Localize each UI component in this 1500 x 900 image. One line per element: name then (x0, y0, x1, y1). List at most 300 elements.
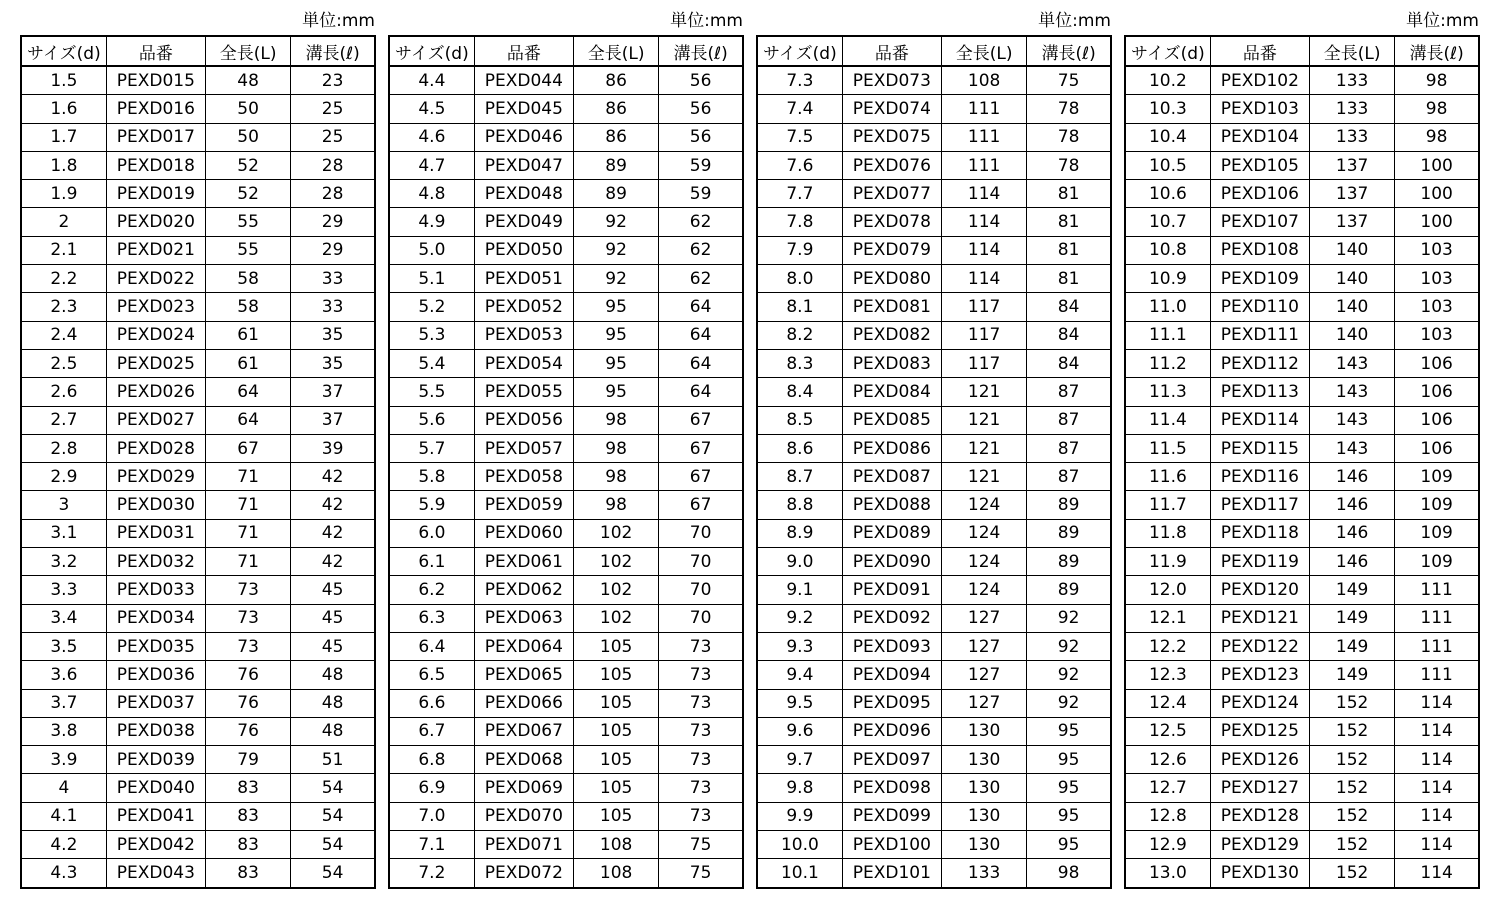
cell-part-number: PEXD020 (106, 208, 205, 236)
cell-groove-length: 33 (291, 293, 375, 321)
cell-size: 2.7 (21, 406, 106, 434)
cell-part-number: PEXD044 (474, 66, 573, 95)
cell-groove-length: 28 (291, 180, 375, 208)
cell-part-number: PEXD033 (106, 576, 205, 604)
cell-part-number: PEXD118 (1210, 519, 1309, 547)
cell-groove-length: 114 (1395, 717, 1479, 745)
table-row (21, 491, 375, 519)
cell-total-length: 130 (942, 831, 1027, 859)
table-row (757, 151, 1111, 179)
cell-total-length: 71 (206, 463, 291, 491)
cell-size: 7.2 (389, 859, 474, 888)
table-row (757, 604, 1111, 632)
cell-part-number: PEXD048 (474, 180, 573, 208)
cell-size: 1.5 (21, 66, 106, 95)
table-row (21, 321, 375, 349)
cell-groove-length: 114 (1395, 774, 1479, 802)
cell-part-number: PEXD061 (474, 548, 573, 576)
cell-part-number: PEXD082 (842, 321, 941, 349)
cell-groove-length: 89 (1027, 548, 1111, 576)
cell-size: 12.4 (1125, 689, 1210, 717)
table-row (389, 802, 743, 830)
cell-part-number: PEXD122 (1210, 632, 1309, 660)
cell-part-number: PEXD086 (842, 434, 941, 462)
cell-size: 7.1 (389, 831, 474, 859)
cell-part-number: PEXD111 (1210, 321, 1309, 349)
cell-size: 6.2 (389, 576, 474, 604)
cell-groove-length: 111 (1395, 604, 1479, 632)
cell-groove-length: 62 (659, 265, 743, 293)
cell-groove-length: 73 (659, 632, 743, 660)
cell-part-number: PEXD121 (1210, 604, 1309, 632)
cell-size: 6.9 (389, 774, 474, 802)
cell-size: 7.0 (389, 802, 474, 830)
cell-size: 11.6 (1125, 463, 1210, 491)
table-row (21, 236, 375, 264)
cell-groove-length: 95 (1027, 746, 1111, 774)
cell-total-length: 102 (574, 576, 659, 604)
cell-groove-length: 73 (659, 774, 743, 802)
cell-part-number: PEXD115 (1210, 434, 1309, 462)
cell-total-length: 73 (206, 604, 291, 632)
cell-size: 11.3 (1125, 378, 1210, 406)
table-row (21, 66, 375, 95)
cell-total-length: 127 (942, 632, 1027, 660)
cell-size: 11.7 (1125, 491, 1210, 519)
table-row (1125, 434, 1479, 462)
table-row (757, 859, 1111, 888)
cell-total-length: 58 (206, 265, 291, 293)
cell-total-length: 124 (942, 519, 1027, 547)
table-row (389, 265, 743, 293)
cell-part-number: PEXD116 (1210, 463, 1309, 491)
cell-total-length: 105 (574, 717, 659, 745)
cell-groove-length: 100 (1395, 151, 1479, 179)
table-row (1125, 293, 1479, 321)
cell-groove-length: 37 (291, 406, 375, 434)
cell-part-number: PEXD075 (842, 123, 941, 151)
cell-total-length: 140 (1310, 321, 1395, 349)
cell-groove-length: 73 (659, 802, 743, 830)
cell-total-length: 73 (206, 632, 291, 660)
cell-total-length: 98 (574, 406, 659, 434)
cell-groove-length: 103 (1395, 265, 1479, 293)
cell-size: 6.3 (389, 604, 474, 632)
header-row (389, 36, 743, 66)
cell-size: 10.7 (1125, 208, 1210, 236)
cell-part-number: PEXD123 (1210, 661, 1309, 689)
cell-total-length: 111 (942, 151, 1027, 179)
cell-total-length: 140 (1310, 236, 1395, 264)
cell-part-number: PEXD083 (842, 349, 941, 377)
table-row (21, 349, 375, 377)
cell-size: 9.1 (757, 576, 842, 604)
cell-total-length: 86 (574, 66, 659, 95)
cell-size: 9.0 (757, 548, 842, 576)
cell-groove-length: 103 (1395, 236, 1479, 264)
cell-total-length: 146 (1310, 491, 1395, 519)
cell-part-number: PEXD069 (474, 774, 573, 802)
cell-size: 11.9 (1125, 548, 1210, 576)
cell-size: 5.6 (389, 406, 474, 434)
cell-total-length: 73 (206, 576, 291, 604)
cell-part-number: PEXD037 (106, 689, 205, 717)
cell-size: 13.0 (1125, 859, 1210, 888)
cell-total-length: 124 (942, 491, 1027, 519)
cell-part-number: PEXD108 (1210, 236, 1309, 264)
cell-part-number: PEXD038 (106, 717, 205, 745)
cell-size: 6.4 (389, 632, 474, 660)
cell-size: 2.6 (21, 378, 106, 406)
table-row (1125, 689, 1479, 717)
cell-total-length: 52 (206, 180, 291, 208)
cell-total-length: 149 (1310, 661, 1395, 689)
spec-table (1124, 35, 1480, 889)
cell-total-length: 149 (1310, 604, 1395, 632)
table-row (389, 717, 743, 745)
table-row (21, 434, 375, 462)
table-row (1125, 95, 1479, 123)
cell-groove-length: 98 (1395, 95, 1479, 123)
cell-part-number: PEXD078 (842, 208, 941, 236)
cell-groove-length: 54 (291, 859, 375, 888)
cell-groove-length: 73 (659, 717, 743, 745)
cell-groove-length: 89 (1027, 576, 1111, 604)
cell-size: 12.5 (1125, 717, 1210, 745)
table-row (389, 208, 743, 236)
cell-total-length: 95 (574, 349, 659, 377)
cell-groove-length: 67 (659, 463, 743, 491)
unit-label: 単位:mm (1038, 11, 1111, 31)
cell-size: 9.4 (757, 661, 842, 689)
cell-part-number: PEXD063 (474, 604, 573, 632)
cell-part-number: PEXD065 (474, 661, 573, 689)
cell-part-number: PEXD120 (1210, 576, 1309, 604)
header-row (21, 36, 375, 66)
cell-part-number: PEXD129 (1210, 831, 1309, 859)
table-row (389, 859, 743, 888)
table-row (389, 632, 743, 660)
cell-size: 3.5 (21, 632, 106, 660)
cell-part-number: PEXD103 (1210, 95, 1309, 123)
cell-size: 4.1 (21, 802, 106, 830)
cell-groove-length: 29 (291, 208, 375, 236)
cell-total-length: 133 (1310, 66, 1395, 95)
cell-total-length: 127 (942, 661, 1027, 689)
cell-part-number: PEXD062 (474, 576, 573, 604)
table-row (757, 293, 1111, 321)
cell-size: 3.8 (21, 717, 106, 745)
cell-part-number: PEXD102 (1210, 66, 1309, 95)
cell-groove-length: 84 (1027, 321, 1111, 349)
table-row (389, 689, 743, 717)
cell-size: 12.6 (1125, 746, 1210, 774)
table-row (1125, 378, 1479, 406)
cell-size: 7.5 (757, 123, 842, 151)
cell-total-length: 124 (942, 576, 1027, 604)
cell-size: 7.4 (757, 95, 842, 123)
cell-size: 2.4 (21, 321, 106, 349)
table-row (21, 95, 375, 123)
table-row (757, 661, 1111, 689)
cell-groove-length: 87 (1027, 434, 1111, 462)
cell-total-length: 152 (1310, 717, 1395, 745)
cell-total-length: 55 (206, 208, 291, 236)
cell-part-number: PEXD058 (474, 463, 573, 491)
cell-part-number: PEXD106 (1210, 180, 1309, 208)
cell-groove-length: 64 (659, 349, 743, 377)
cell-part-number: PEXD047 (474, 151, 573, 179)
cell-groove-length: 111 (1395, 661, 1479, 689)
cell-groove-length: 87 (1027, 378, 1111, 406)
header-groove-length: 溝長(ℓ) (1027, 36, 1111, 66)
cell-part-number: PEXD128 (1210, 802, 1309, 830)
cell-size: 5.8 (389, 463, 474, 491)
cell-size: 8.9 (757, 519, 842, 547)
header-size: サイズ(d) (1125, 36, 1210, 66)
table-row (1125, 632, 1479, 660)
cell-part-number: PEXD022 (106, 265, 205, 293)
cell-total-length: 105 (574, 661, 659, 689)
cell-groove-length: 95 (1027, 774, 1111, 802)
cell-groove-length: 78 (1027, 95, 1111, 123)
cell-total-length: 50 (206, 123, 291, 151)
cell-groove-length: 106 (1395, 406, 1479, 434)
cell-size: 3.1 (21, 519, 106, 547)
cell-size: 12.2 (1125, 632, 1210, 660)
table-row (757, 519, 1111, 547)
table-row (757, 802, 1111, 830)
cell-groove-length: 109 (1395, 519, 1479, 547)
cell-total-length: 152 (1310, 859, 1395, 888)
cell-groove-length: 81 (1027, 265, 1111, 293)
cell-total-length: 133 (1310, 95, 1395, 123)
cell-size: 5.7 (389, 434, 474, 462)
cell-part-number: PEXD067 (474, 717, 573, 745)
cell-part-number: PEXD081 (842, 293, 941, 321)
cell-total-length: 130 (942, 774, 1027, 802)
cell-groove-length: 114 (1395, 831, 1479, 859)
spec-table (756, 35, 1112, 889)
cell-total-length: 105 (574, 774, 659, 802)
cell-size: 12.9 (1125, 831, 1210, 859)
cell-groove-length: 42 (291, 463, 375, 491)
table-row (757, 746, 1111, 774)
cell-total-length: 137 (1310, 180, 1395, 208)
cell-groove-length: 28 (291, 151, 375, 179)
cell-total-length: 152 (1310, 831, 1395, 859)
table-row (757, 717, 1111, 745)
cell-size: 5.1 (389, 265, 474, 293)
cell-part-number: PEXD017 (106, 123, 205, 151)
cell-size: 9.6 (757, 717, 842, 745)
cell-part-number: PEXD028 (106, 434, 205, 462)
cell-size: 1.9 (21, 180, 106, 208)
cell-groove-length: 54 (291, 774, 375, 802)
table-row (1125, 831, 1479, 859)
cell-part-number: PEXD089 (842, 519, 941, 547)
cell-size: 12.0 (1125, 576, 1210, 604)
cell-groove-length: 73 (659, 661, 743, 689)
cell-part-number: PEXD015 (106, 66, 205, 95)
cell-total-length: 48 (206, 66, 291, 95)
cell-size: 8.4 (757, 378, 842, 406)
cell-size: 11.2 (1125, 349, 1210, 377)
table-row (1125, 321, 1479, 349)
cell-total-length: 152 (1310, 746, 1395, 774)
cell-part-number: PEXD130 (1210, 859, 1309, 888)
cell-groove-length: 70 (659, 604, 743, 632)
table-row (757, 576, 1111, 604)
table-row (389, 123, 743, 151)
cell-total-length: 140 (1310, 293, 1395, 321)
cell-total-length: 146 (1310, 519, 1395, 547)
table-row (389, 491, 743, 519)
cell-groove-length: 73 (659, 746, 743, 774)
cell-total-length: 133 (942, 859, 1027, 888)
table-row (389, 548, 743, 576)
table-row (1125, 151, 1479, 179)
cell-total-length: 105 (574, 746, 659, 774)
cell-size: 12.1 (1125, 604, 1210, 632)
cell-total-length: 111 (942, 123, 1027, 151)
cell-groove-length: 70 (659, 519, 743, 547)
table-row (389, 406, 743, 434)
header-row (1125, 36, 1479, 66)
table-row (1125, 774, 1479, 802)
header-part-number: 品番 (842, 36, 941, 66)
cell-part-number: PEXD124 (1210, 689, 1309, 717)
table-row (757, 831, 1111, 859)
table-row (757, 236, 1111, 264)
cell-size: 3.9 (21, 746, 106, 774)
cell-size: 9.3 (757, 632, 842, 660)
cell-part-number: PEXD117 (1210, 491, 1309, 519)
cell-size: 8.8 (757, 491, 842, 519)
table-row (389, 378, 743, 406)
cell-total-length: 71 (206, 548, 291, 576)
cell-part-number: PEXD039 (106, 746, 205, 774)
cell-part-number: PEXD112 (1210, 349, 1309, 377)
cell-part-number: PEXD107 (1210, 208, 1309, 236)
cell-groove-length: 95 (1027, 802, 1111, 830)
cell-part-number: PEXD104 (1210, 123, 1309, 151)
cell-part-number: PEXD026 (106, 378, 205, 406)
cell-size: 10.8 (1125, 236, 1210, 264)
cell-size: 7.8 (757, 208, 842, 236)
table-row (21, 859, 375, 888)
cell-groove-length: 81 (1027, 180, 1111, 208)
cell-part-number: PEXD091 (842, 576, 941, 604)
cell-total-length: 111 (942, 95, 1027, 123)
cell-groove-length: 81 (1027, 208, 1111, 236)
header-size: サイズ(d) (389, 36, 474, 66)
cell-groove-length: 56 (659, 95, 743, 123)
header-groove-length: 溝長(ℓ) (1395, 36, 1479, 66)
cell-size: 2.8 (21, 434, 106, 462)
cell-part-number: PEXD016 (106, 95, 205, 123)
cell-total-length: 127 (942, 689, 1027, 717)
header-row (757, 36, 1111, 66)
cell-part-number: PEXD125 (1210, 717, 1309, 745)
cell-part-number: PEXD021 (106, 236, 205, 264)
spec-table (20, 35, 376, 889)
cell-total-length: 117 (942, 321, 1027, 349)
cell-total-length: 105 (574, 632, 659, 660)
cell-total-length: 121 (942, 378, 1027, 406)
cell-groove-length: 62 (659, 208, 743, 236)
cell-part-number: PEXD126 (1210, 746, 1309, 774)
cell-groove-length: 111 (1395, 576, 1479, 604)
cell-total-length: 130 (942, 717, 1027, 745)
cell-part-number: PEXD097 (842, 746, 941, 774)
table-row (21, 717, 375, 745)
cell-total-length: 140 (1310, 265, 1395, 293)
cell-groove-length: 92 (1027, 689, 1111, 717)
cell-part-number: PEXD105 (1210, 151, 1309, 179)
cell-size: 3 (21, 491, 106, 519)
cell-size: 7.9 (757, 236, 842, 264)
cell-groove-length: 33 (291, 265, 375, 293)
cell-part-number: PEXD049 (474, 208, 573, 236)
cell-groove-length: 64 (659, 378, 743, 406)
cell-size: 8.7 (757, 463, 842, 491)
cell-groove-length: 48 (291, 717, 375, 745)
table-row (1125, 717, 1479, 745)
cell-total-length: 71 (206, 519, 291, 547)
cell-groove-length: 89 (1027, 491, 1111, 519)
table-row (21, 831, 375, 859)
cell-groove-length: 100 (1395, 180, 1479, 208)
cell-size: 3.2 (21, 548, 106, 576)
cell-part-number: PEXD059 (474, 491, 573, 519)
cell-size: 6.1 (389, 548, 474, 576)
cell-total-length: 102 (574, 519, 659, 547)
cell-part-number: PEXD036 (106, 661, 205, 689)
cell-part-number: PEXD056 (474, 406, 573, 434)
table-row (389, 151, 743, 179)
cell-part-number: PEXD074 (842, 95, 941, 123)
table-row (1125, 661, 1479, 689)
cell-size: 12.3 (1125, 661, 1210, 689)
cell-size: 5.9 (389, 491, 474, 519)
cell-total-length: 83 (206, 774, 291, 802)
cell-part-number: PEXD127 (1210, 774, 1309, 802)
cell-part-number: PEXD024 (106, 321, 205, 349)
table-row (1125, 746, 1479, 774)
cell-total-length: 121 (942, 463, 1027, 491)
cell-size: 10.6 (1125, 180, 1210, 208)
cell-size: 4.9 (389, 208, 474, 236)
cell-part-number: PEXD055 (474, 378, 573, 406)
header-total-length: 全長(L) (206, 36, 291, 66)
cell-size: 12.7 (1125, 774, 1210, 802)
cell-groove-length: 54 (291, 802, 375, 830)
cell-total-length: 76 (206, 717, 291, 745)
cell-part-number: PEXD095 (842, 689, 941, 717)
cell-groove-length: 39 (291, 434, 375, 462)
cell-part-number: PEXD100 (842, 831, 941, 859)
table-row (389, 180, 743, 208)
cell-groove-length: 81 (1027, 236, 1111, 264)
cell-total-length: 149 (1310, 576, 1395, 604)
table-row (1125, 208, 1479, 236)
cell-size: 3.6 (21, 661, 106, 689)
cell-groove-length: 100 (1395, 208, 1479, 236)
cell-groove-length: 92 (1027, 632, 1111, 660)
cell-total-length: 79 (206, 746, 291, 774)
table-row (21, 548, 375, 576)
